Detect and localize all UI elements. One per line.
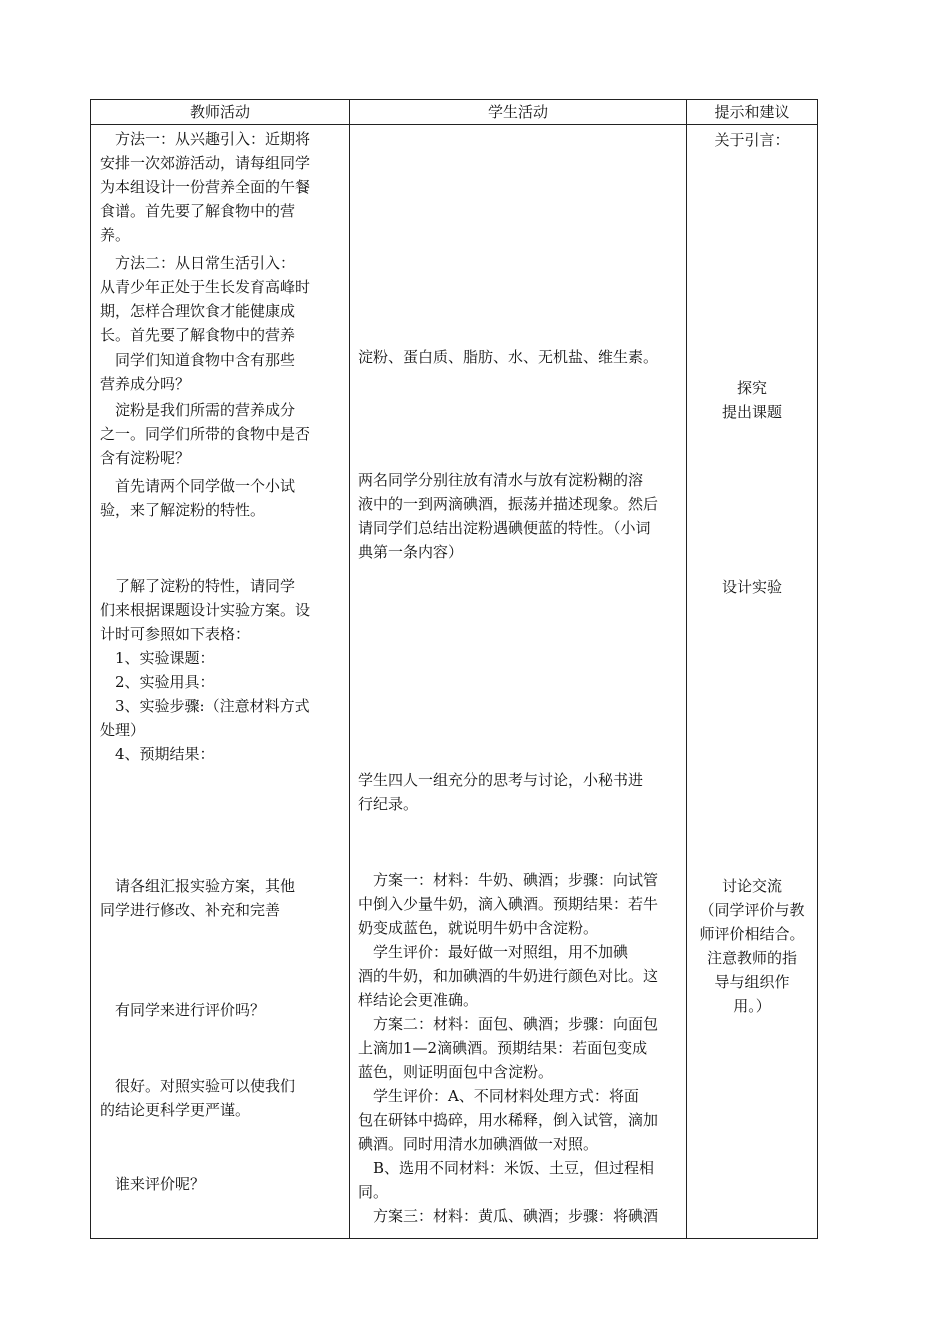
hint-discussion: 讨论交流 （同学评价与教 师评价相结合。 注意教师的指 导与组织作 用。） <box>699 877 805 1015</box>
header-divider <box>91 124 817 125</box>
teacher-ask-evaluation: 有同学来进行评价吗？ <box>100 1001 266 1019</box>
lesson-plan-table <box>90 99 818 1239</box>
student-group-discussion: 学生四人一组充分的思考与讨论，小秘书进 行纪录。 <box>358 771 644 813</box>
teacher-method-one: 方法一：从兴趣引入：近期将 安排一次郊游活动，请每组同学 为本组设计一份营养全面的午餐 食谱。首先要了解食物中的营 养。 <box>100 130 311 244</box>
column-divider-2 <box>686 100 687 1238</box>
teacher-who-evaluates: 谁来评价呢？ <box>100 1175 206 1193</box>
student-iodine-test: 两名同学分别往放有清水与放有淀粉糊的溶 液中的一到两滴碘酒，振荡并描述现象。然后 请同学们总结出淀粉遇碘便蓝的特性。（小词 典第一条内容） <box>358 471 659 561</box>
header-student-activity: 学生活动 <box>487 103 548 121</box>
header-hints: 提示和建议 <box>714 103 790 121</box>
student-plans-and-evaluations: 方案一：材料：牛奶、碘酒；步骤：向试管 中倒入少量牛奶，滴入碘酒。预期结果：若牛 奶变成蓝色，就说明牛奶中含淀粉。 学生评价：最好做一对照组，用不加碘 酒的牛奶，和加碘酒的牛奶进行颜色对比。这 样结论会更准确。 方案二：材料：面包、碘酒；步骤：向面包 上滴加1—2滴碘酒。预期结果：若面包变成 蓝色，则证明面包中含淀粉。 学生评价：A、不同材料处理方式：将面 包在研钵中捣碎，用水稀释，倒入试管，滴加 碘酒。同时用清水加碘酒做一对照。 B、选用不同材料：米饭、土豆，但过程相 同。 方案三：材料：黄瓜、碘酒；步骤：将碘酒 <box>358 871 659 1225</box>
student-nutrient-list: 淀粉、蛋白质、脂肪、水、无机盐、维生素。 <box>358 348 659 366</box>
teacher-question-nutrients: 同学们知道食物中含有那些 营养成分吗？ <box>100 351 296 393</box>
hint-design-experiment: 设计实验 <box>721 578 782 596</box>
teacher-method-two: 方法二：从日常生活引入： 从青少年正处于生长发育高峰时 期，怎样合理饮食才能健康成 长。首先要了解食物中的营养 <box>100 254 311 344</box>
hint-explore: 探究 提出课题 <box>721 379 782 421</box>
teacher-report-plans: 请各组汇报实验方案，其他 同学进行修改、补充和完善 <box>100 877 296 919</box>
teacher-starch-question: 淀粉是我们所需的营养成分 之一。同学们所带的食物中是否 含有淀粉呢？ <box>100 401 311 467</box>
teacher-design-plan: 了解了淀粉的特性，请同学 们来根据课题设计实验方案。设 计时可参照如下表格： 1、实验课题： 2、实验用具： 3、实验步骤:（注意材料方式 处理） 4、预期结果： <box>100 577 311 763</box>
hint-introduction: 关于引言： <box>714 131 790 149</box>
column-divider-1 <box>349 100 350 1238</box>
header-teacher-activity: 教师活动 <box>189 103 250 121</box>
teacher-control-comment: 很好。对照实验可以使我们 的结论更科学更严谨。 <box>100 1077 296 1119</box>
teacher-small-experiment: 首先请两个同学做一个小试 验，来了解淀粉的特性。 <box>100 477 296 519</box>
